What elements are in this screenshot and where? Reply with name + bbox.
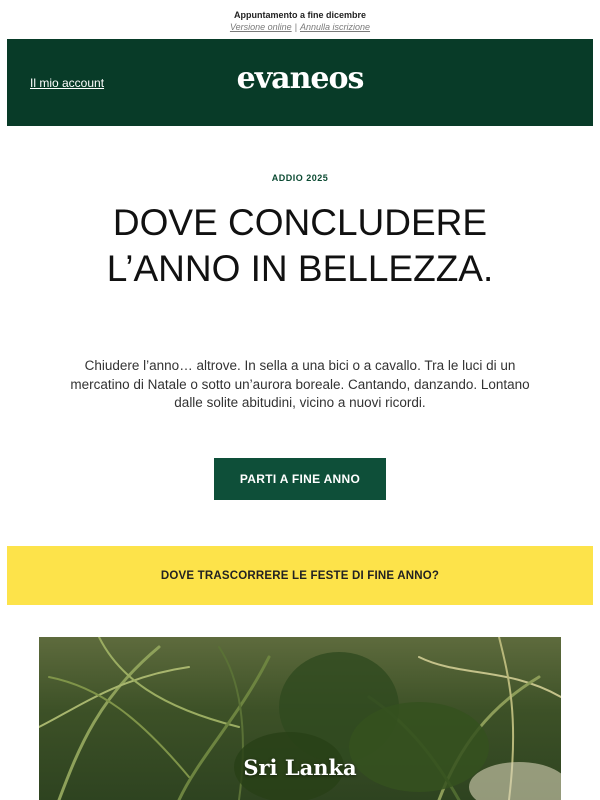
hero-title-line-2: L’ANNO IN BELLEZZA.: [106, 248, 494, 289]
evaneos-logo[interactable]: evaneos: [236, 61, 364, 96]
unsubscribe-link[interactable]: Annulla iscrizione: [300, 22, 371, 32]
destination-card-sri-lanka[interactable]: [39, 637, 561, 800]
hero-kicker: ADDIO 2025: [271, 173, 329, 183]
hero-title-line-1: DOVE CONCLUDERE: [112, 202, 488, 243]
destination-name: Sri Lanka: [243, 755, 357, 780]
preheader-links: [0, 21, 600, 33]
my-account-link[interactable]: Il mio account: [30, 76, 105, 90]
cta-button[interactable]: PARTI A FINE ANNO: [214, 458, 386, 500]
header-bar: [7, 39, 593, 126]
hero-intro: Chiudere l’anno… altrove. In sella a una bici o a cavallo. Tra le luci di un mercatino di Natale o sotto un’aurora boreale. Cantando, danzando. Lontano dalle solite abitudini, vicino a nuovi ricordi.: [70, 358, 530, 410]
holiday-banner[interactable]: DOVE TRASCORRERE LE FESTE DI FINE ANNO?: [7, 546, 593, 605]
hero-title: [0, 200, 600, 292]
preheader-subject: Appuntamento a fine dicembre: [233, 10, 367, 20]
online-version-link[interactable]: Versione online: [229, 22, 292, 32]
preheader: [0, 9, 600, 33]
preheader-separator: |: [294, 22, 297, 32]
